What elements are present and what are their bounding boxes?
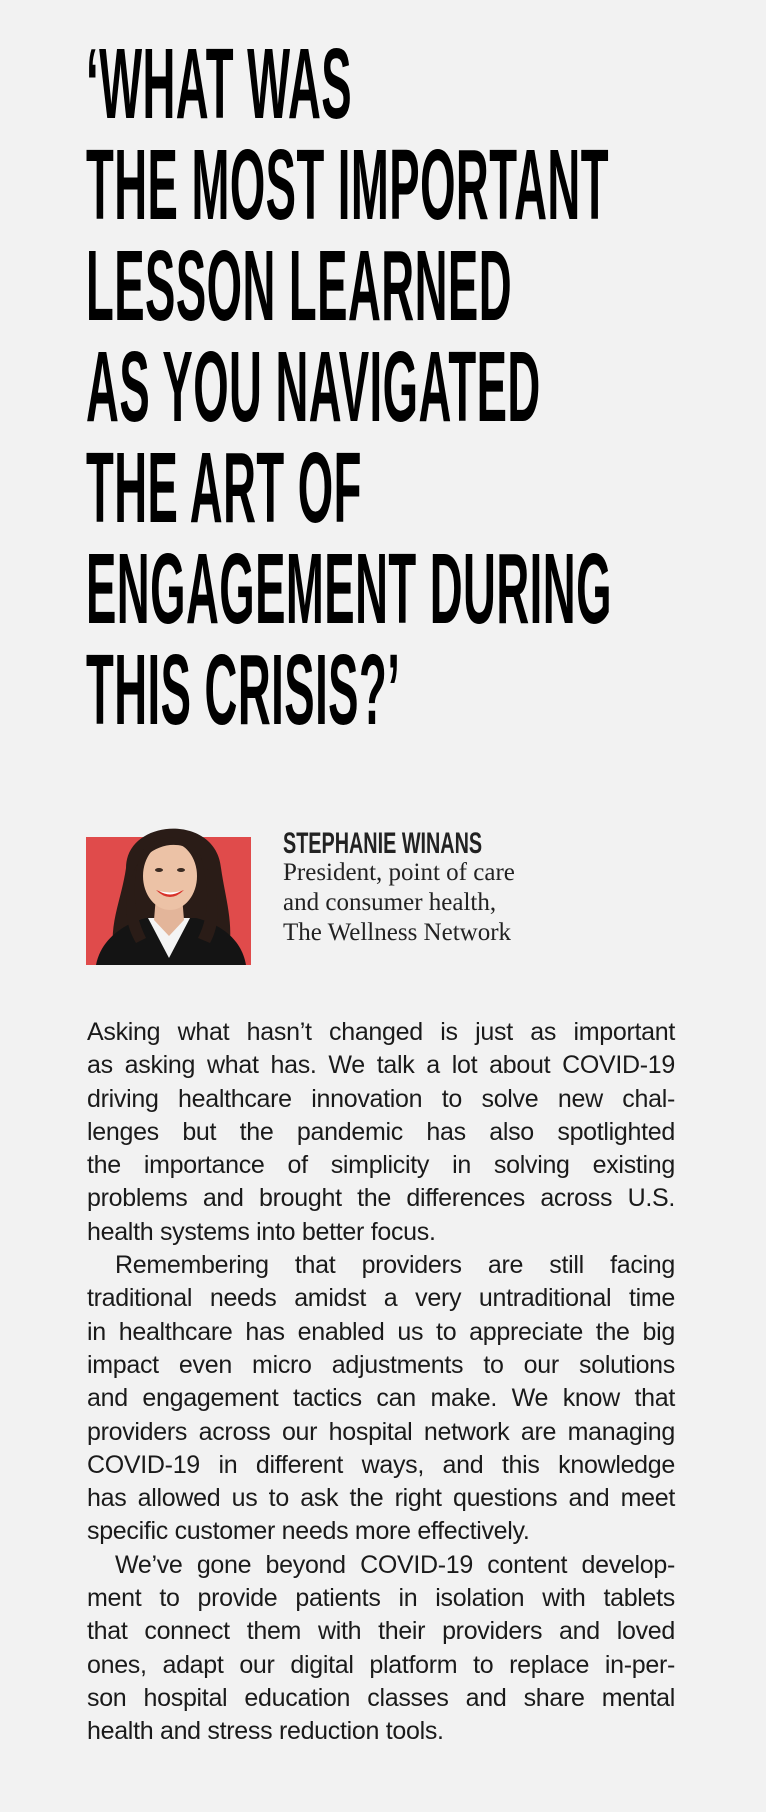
text-line: son hospital education classes and share mental	[87, 1683, 675, 1712]
text-line: COVID-19 in different ways, and this knowledge	[87, 1450, 675, 1479]
text-line: ones, adapt our digital platform to replace in-per-	[87, 1650, 675, 1679]
headline-line: ‘WHAT WAS	[86, 28, 353, 140]
text-line: Asking what hasn’t changed is just as important	[87, 1018, 675, 1046]
text-line: ment to provide patients in isolation with tablets	[87, 1584, 675, 1613]
text-line: providers across our hospital network are managing	[87, 1417, 675, 1446]
text-line: impact even micro adjustments to our solutions	[87, 1350, 675, 1379]
text-line: health and stress reduction tools.	[87, 1717, 444, 1746]
text-line: in healthcare has enabled us to appreciate the big	[87, 1317, 675, 1346]
text-line: We’ve gone beyond COVID-19 content develop-	[115, 1550, 675, 1579]
headline-line: THE MOST IMPORTANT	[86, 129, 609, 241]
headline-line: AS YOU NAVIGATED	[86, 331, 541, 443]
headline-line: THE ART OF	[86, 432, 362, 544]
text-line: health systems into better focus.	[87, 1217, 436, 1246]
text-line: the importance of simplicity in solving existing	[87, 1151, 675, 1180]
text-line: traditional needs amidst a very untraditional time	[87, 1284, 675, 1313]
author-title-line: and consumer health,	[283, 889, 497, 916]
text-line: and engagement tactics can make. We know that	[87, 1384, 675, 1413]
text-line: as asking what has. We talk a lot about COVID-19	[87, 1051, 675, 1080]
text-line: Remembering that providers are still facing	[115, 1251, 675, 1280]
portrait-icon	[86, 808, 252, 965]
headline-line: ENGAGEMENT DURING	[86, 533, 612, 645]
author-title-line: The Wellness Network	[283, 919, 512, 946]
headline-line: LESSON LEARNED	[86, 230, 513, 342]
text-line: specific customer needs more effectively.	[87, 1517, 530, 1546]
text-line: driving healthcare innovation to solve new chal-	[87, 1084, 675, 1113]
author-title	[283, 858, 683, 948]
author-name: STEPHANIE WINANS	[283, 827, 483, 860]
author-info	[283, 828, 683, 948]
text-line: has allowed us to ask the right questions and meet	[87, 1484, 675, 1513]
article-body	[87, 1016, 675, 1749]
text-line: lenges but the pandemic has also spotlighted	[87, 1117, 675, 1146]
body-paragraph	[87, 1249, 675, 1549]
body-paragraph	[87, 1549, 675, 1749]
author-title-line: President, point of care	[283, 859, 515, 886]
author-block	[86, 808, 686, 968]
text-line: problems and brought the differences across U.S.	[87, 1184, 675, 1213]
article-headline	[86, 28, 678, 746]
text-line: that connect them with their providers and loved	[87, 1617, 675, 1646]
author-photo	[86, 808, 252, 965]
headline-line: THIS CRISIS?’	[86, 634, 401, 746]
body-paragraph	[87, 1016, 675, 1249]
